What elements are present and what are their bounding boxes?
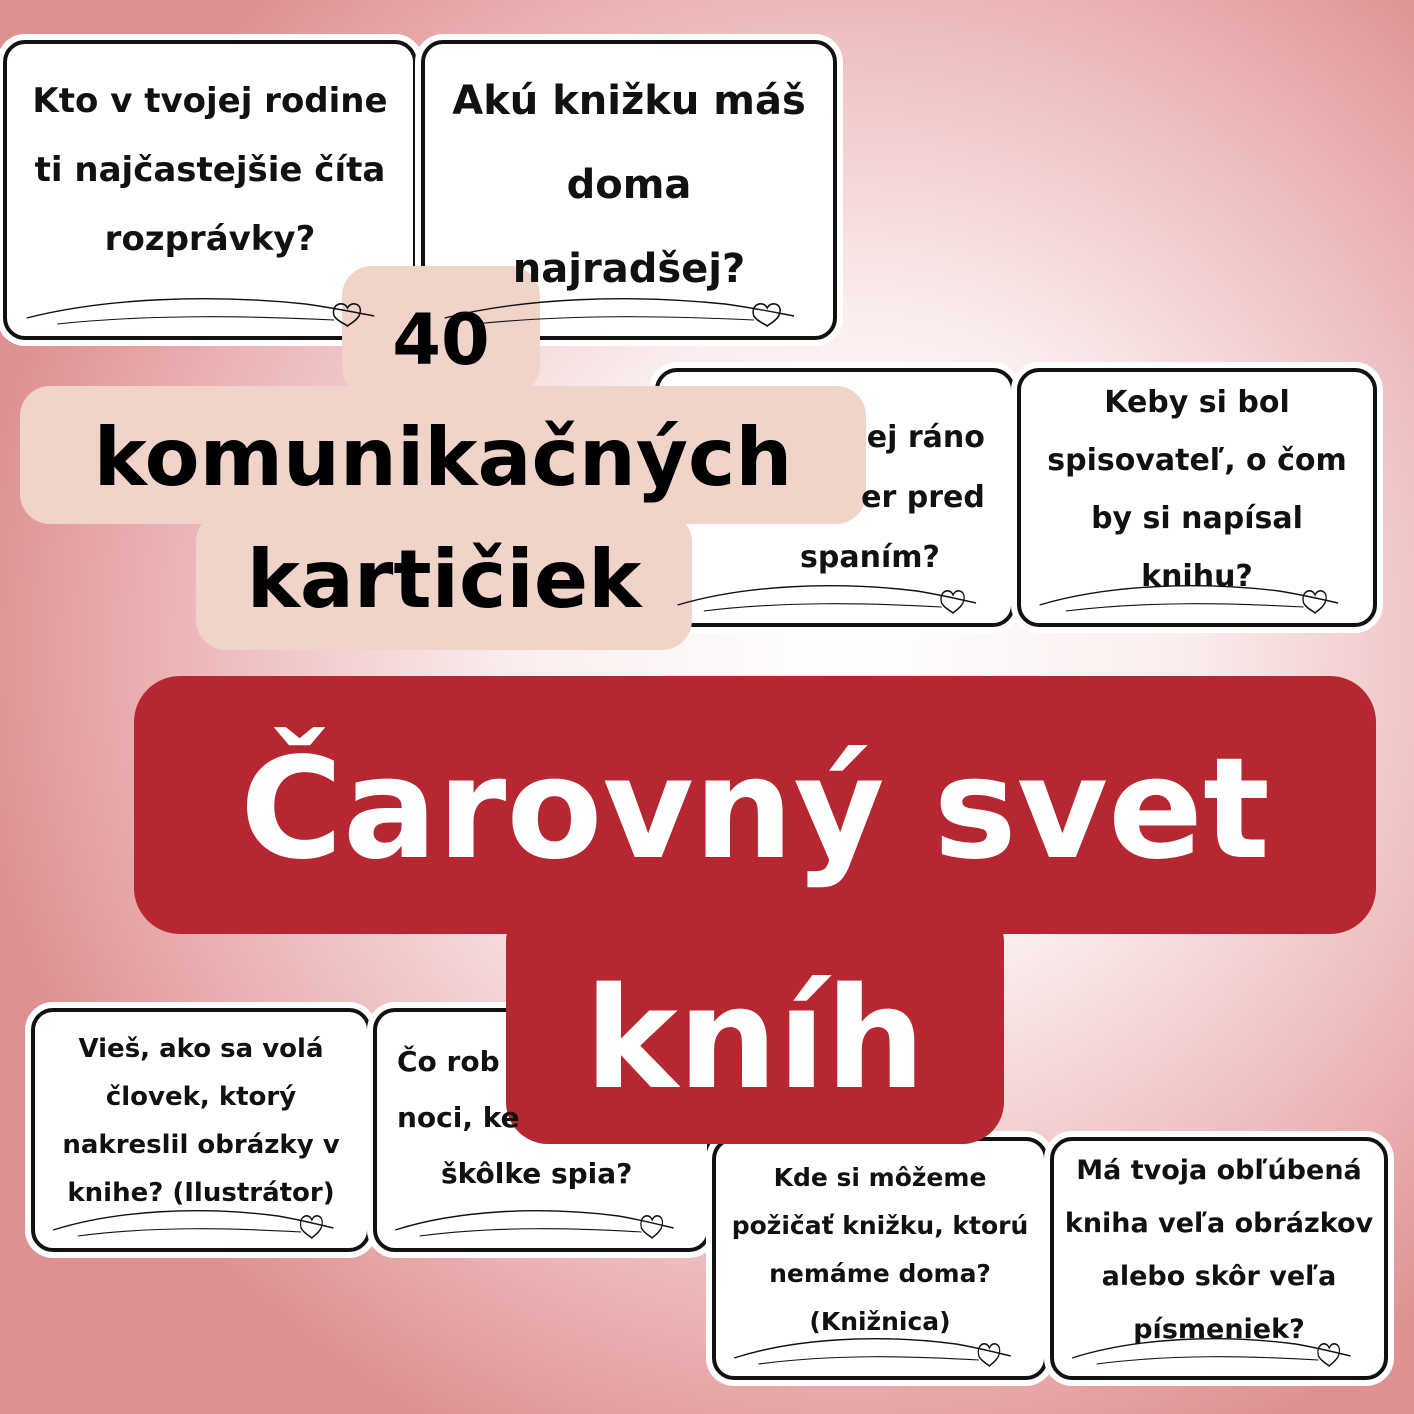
card-line: kniha veľa obrázkov xyxy=(1064,1207,1374,1239)
card-line: nakreslil obrázky v xyxy=(62,1130,340,1160)
page-title: Čarovný svet xyxy=(240,728,1270,891)
question-card xyxy=(1017,368,1377,627)
question-card xyxy=(1050,1137,1388,1380)
question-card xyxy=(3,40,417,340)
card-line: Keby si bol xyxy=(1104,384,1290,420)
card-line: ti najčastejšie číta xyxy=(34,149,386,190)
question-card xyxy=(712,1137,1048,1380)
card-line: Kde si môžeme xyxy=(773,1162,987,1192)
card-count: 40 xyxy=(392,299,490,381)
card-line: spaním? xyxy=(800,539,940,575)
badge-subtitle-line2: kartičiek xyxy=(246,533,642,626)
card-line: knihe? (Ilustrátor) xyxy=(67,1178,335,1208)
card-line: knihu? xyxy=(1141,558,1253,594)
heart-flourish-icon xyxy=(389,1198,695,1240)
card-line: doma xyxy=(566,162,692,208)
badge-subtitle-line1: komunikačných xyxy=(93,411,793,504)
card-line: Má tvoja obľúbená xyxy=(1076,1154,1362,1186)
card-line: požičať knižku, ktorú xyxy=(731,1210,1029,1240)
card-line: Čo rob xyxy=(397,1045,500,1078)
card-line: nemáme doma? xyxy=(769,1258,991,1288)
card-line: Vieš, ako sa volá xyxy=(78,1034,324,1064)
card-line: alebo skôr veľa xyxy=(1101,1260,1337,1292)
card-line: noci, ke xyxy=(397,1101,520,1134)
card-line: najradšej? xyxy=(512,246,746,292)
heart-flourish-icon xyxy=(19,286,401,328)
question-card xyxy=(373,1008,711,1252)
card-line: rozprávky? xyxy=(104,218,316,259)
question-card xyxy=(31,1008,371,1252)
question-card xyxy=(421,40,837,340)
card-line: by si napísal xyxy=(1091,500,1303,536)
page-title-line2: kníh xyxy=(584,958,926,1121)
card-line: ej ráno xyxy=(866,419,985,455)
card-line: spisovateľ, o čom xyxy=(1047,442,1347,478)
card-line: Kto v tvojej rodine xyxy=(32,80,388,121)
card-line: písmeniek? xyxy=(1133,1313,1305,1345)
card-line: človek, ktorý xyxy=(105,1082,297,1112)
card-line: škôlke spia? xyxy=(441,1157,633,1190)
card-line: (Knižnica) xyxy=(809,1306,951,1336)
card-line: Akú knižku máš xyxy=(452,78,806,124)
card-line: er pred xyxy=(861,479,985,515)
